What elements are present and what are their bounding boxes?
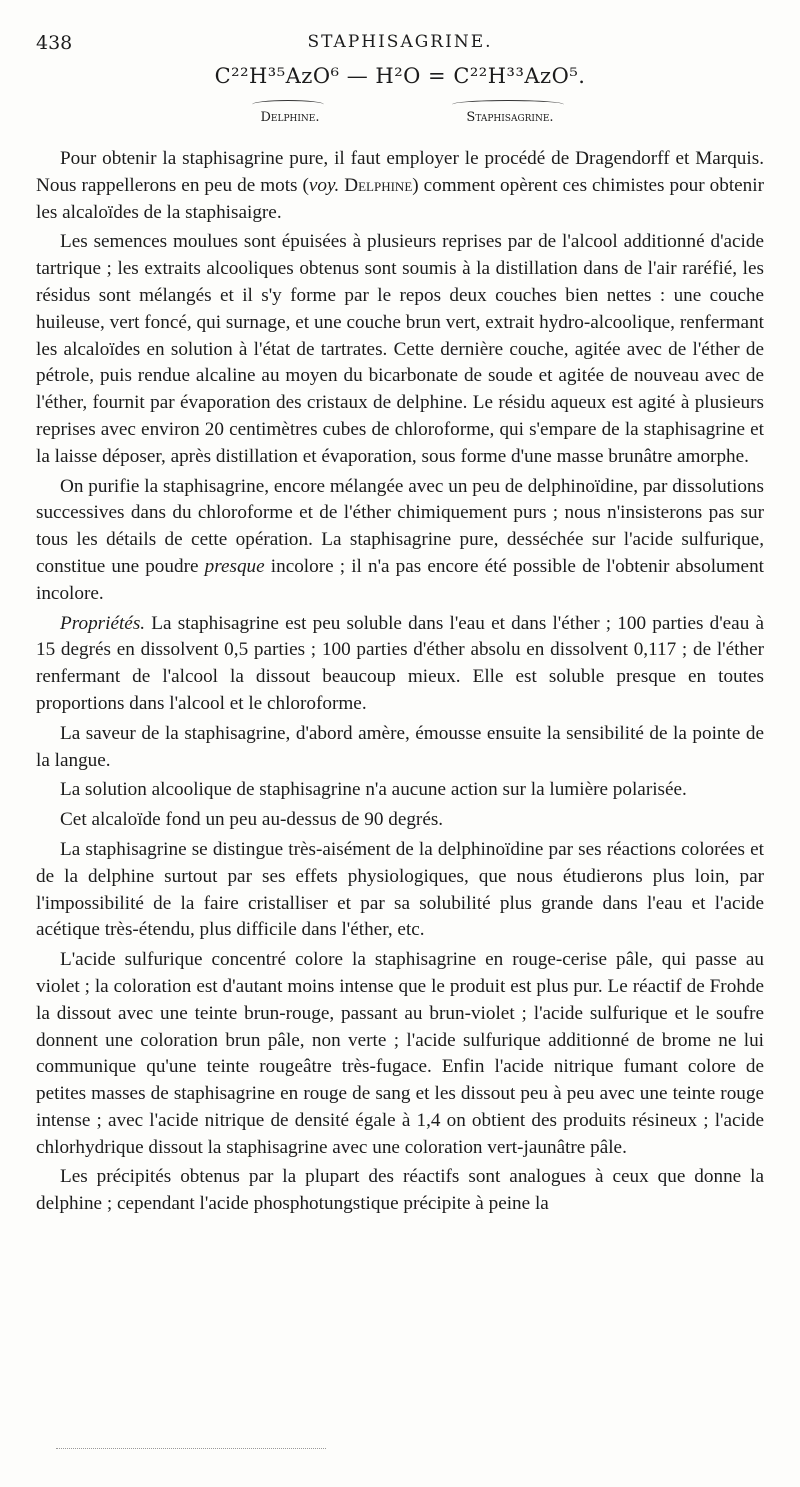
paragraph: Cet alcaloïde fond un peu au-dessus de 90 degrés. — [60, 809, 444, 831]
paragraph: Pour obtenir la staphisagrine pure, il faut employer le procédé de Dragendorff et Marquis. Nous rappellerons en peu de mots (voy. Delphine) comment opèrent ces chimistes pour obtenir les alcaloïdes de la staphisaigre. — [36, 148, 764, 223]
paragraph: Propriétés. La staphisagrine est peu soluble dans l'eau et dans l'éther ; 100 parties d'eau à 15 degrés en dissolvent 0,5 parties ; 100 parties d'éther absolu en dissolvent 0,117 ; de l'éther renfermant de l'alcool la dissout beaucoup mieux. Elle est soluble presque en toutes proportions dans l'alcool et le chloroforme. — [36, 612, 764, 714]
formula-label-delphine: Delphine. — [260, 110, 320, 125]
section-label: Propriétés. — [60, 612, 146, 634]
chemical-equation — [0, 64, 800, 88]
brace-right — [452, 100, 564, 109]
page-header — [36, 32, 764, 58]
paragraph: La solution alcoolique de staphisagrine n'a aucune action sur la lumière polarisée. — [60, 779, 687, 801]
formula-label-staphisagrine: Staphisagrine. — [466, 110, 554, 125]
formula-delphine: C²²H³⁵AzO⁶ — [214, 64, 340, 88]
paragraph: Les précipités obtenus par la plupart des réactifs sont analogues à ceux que donne la delphine ; cependant l'acide phosphotungstique précipite à peine la — [36, 1166, 764, 1215]
paragraph: La saveur de la staphisagrine, d'abord amère, émousse ensuite la sensibilité de la pointe de la langue. — [36, 722, 764, 771]
brace-left — [252, 100, 324, 109]
page-number: 438 — [36, 32, 73, 54]
cross-reference: Delphine — [339, 174, 413, 196]
formula-equals: = — [428, 64, 447, 88]
paragraph: On purifie la staphisagrine, encore mélangée avec un peu de delphinoïdine, par dissolutions successives dans du chloroforme et de l'éther chimiquement purs ; nous n'insisterons pas sur tous les détails de cette opération. La staphisagrine pure, desséchée sur l'acide sulfurique, constitue une poudre presque incolore ; il n'a pas encore été possible de l'obtenir absolument incolore. — [36, 475, 765, 604]
formula-water: H²O — [375, 64, 421, 88]
formula-minus: — — [346, 64, 369, 88]
running-title: STAPHISAGRINE. — [307, 32, 493, 52]
paragraph: Les semences moulues sont épuisées à plusieurs reprises par de l'alcool additionné d'acide tartrique ; les extraits alcooliques obtenus sont soumis à la distillation dans de l'air raréfié, les résidus sont mélangés et il s'y forme par le repos deux couches bien nettes : une couche huileuse, vert foncé, qui surnage, et une couche brun vert, extrait hydro-alcoolique, renfermant les alcaloïdes en solution à l'état de tartrates. Cette dernière couche, agitée avec de l'éther de pétrole, puis rendue alcaline au moyen du bicarbonate de soude et agitée de nouveau avec de l'éther, fournit par évaporation des cristaux de delphine. Le résidu aqueux est agité à plusieurs reprises avec environ 20 centimètres cubes de chloroforme, qui s'empare de la staphisagrine et la laisse déposer, après distillation et évaporation, sous forme d'une masse brunâtre amorphe. — [36, 231, 764, 467]
footer-rule — [56, 1448, 326, 1449]
formula-staphisagrine: C²²H³³AzO⁵. — [453, 64, 586, 88]
paragraph: L'acide sulfurique concentré colore la staphisagrine en rouge-cerise pâle, qui passe au violet ; la coloration est d'autant moins intense que le produit est plus pur. Le réactif de Frohde la dissout avec une teinte brun-rouge, passant au brun-violet ; l'acide sulfurique et le soufre donnent une coloration brun pâle, non verte ; l'acide sulfurique additionné de brome ne lui communique qu'une teinte rougeâtre très-fugace. Enfin l'acide nitrique fumant colore de petites masses de staphisagrine en rouge de sang et les dissout peu à peu avec une teinte rouge intense ; avec l'acide nitrique de densité égale à 1,4 on obtient des produits résineux ; l'acide chlorhydrique dissout la staphisagrine avec une coloration vert-jaunâtre pâle. — [36, 949, 764, 1158]
paragraph: La staphisagrine se distingue très-aisément de la delphinoïdine par ses réactions colorées et de la delphine surtout par ses effets physiologiques, que nous étudierons plus loin, par l'impossibilité de la faire cristalliser et par sa solubilité plus grande dans l'eau et l'acide acétique très-étendu, plus difficile dans l'éther, etc. — [36, 838, 764, 941]
body-text — [36, 146, 764, 1221]
